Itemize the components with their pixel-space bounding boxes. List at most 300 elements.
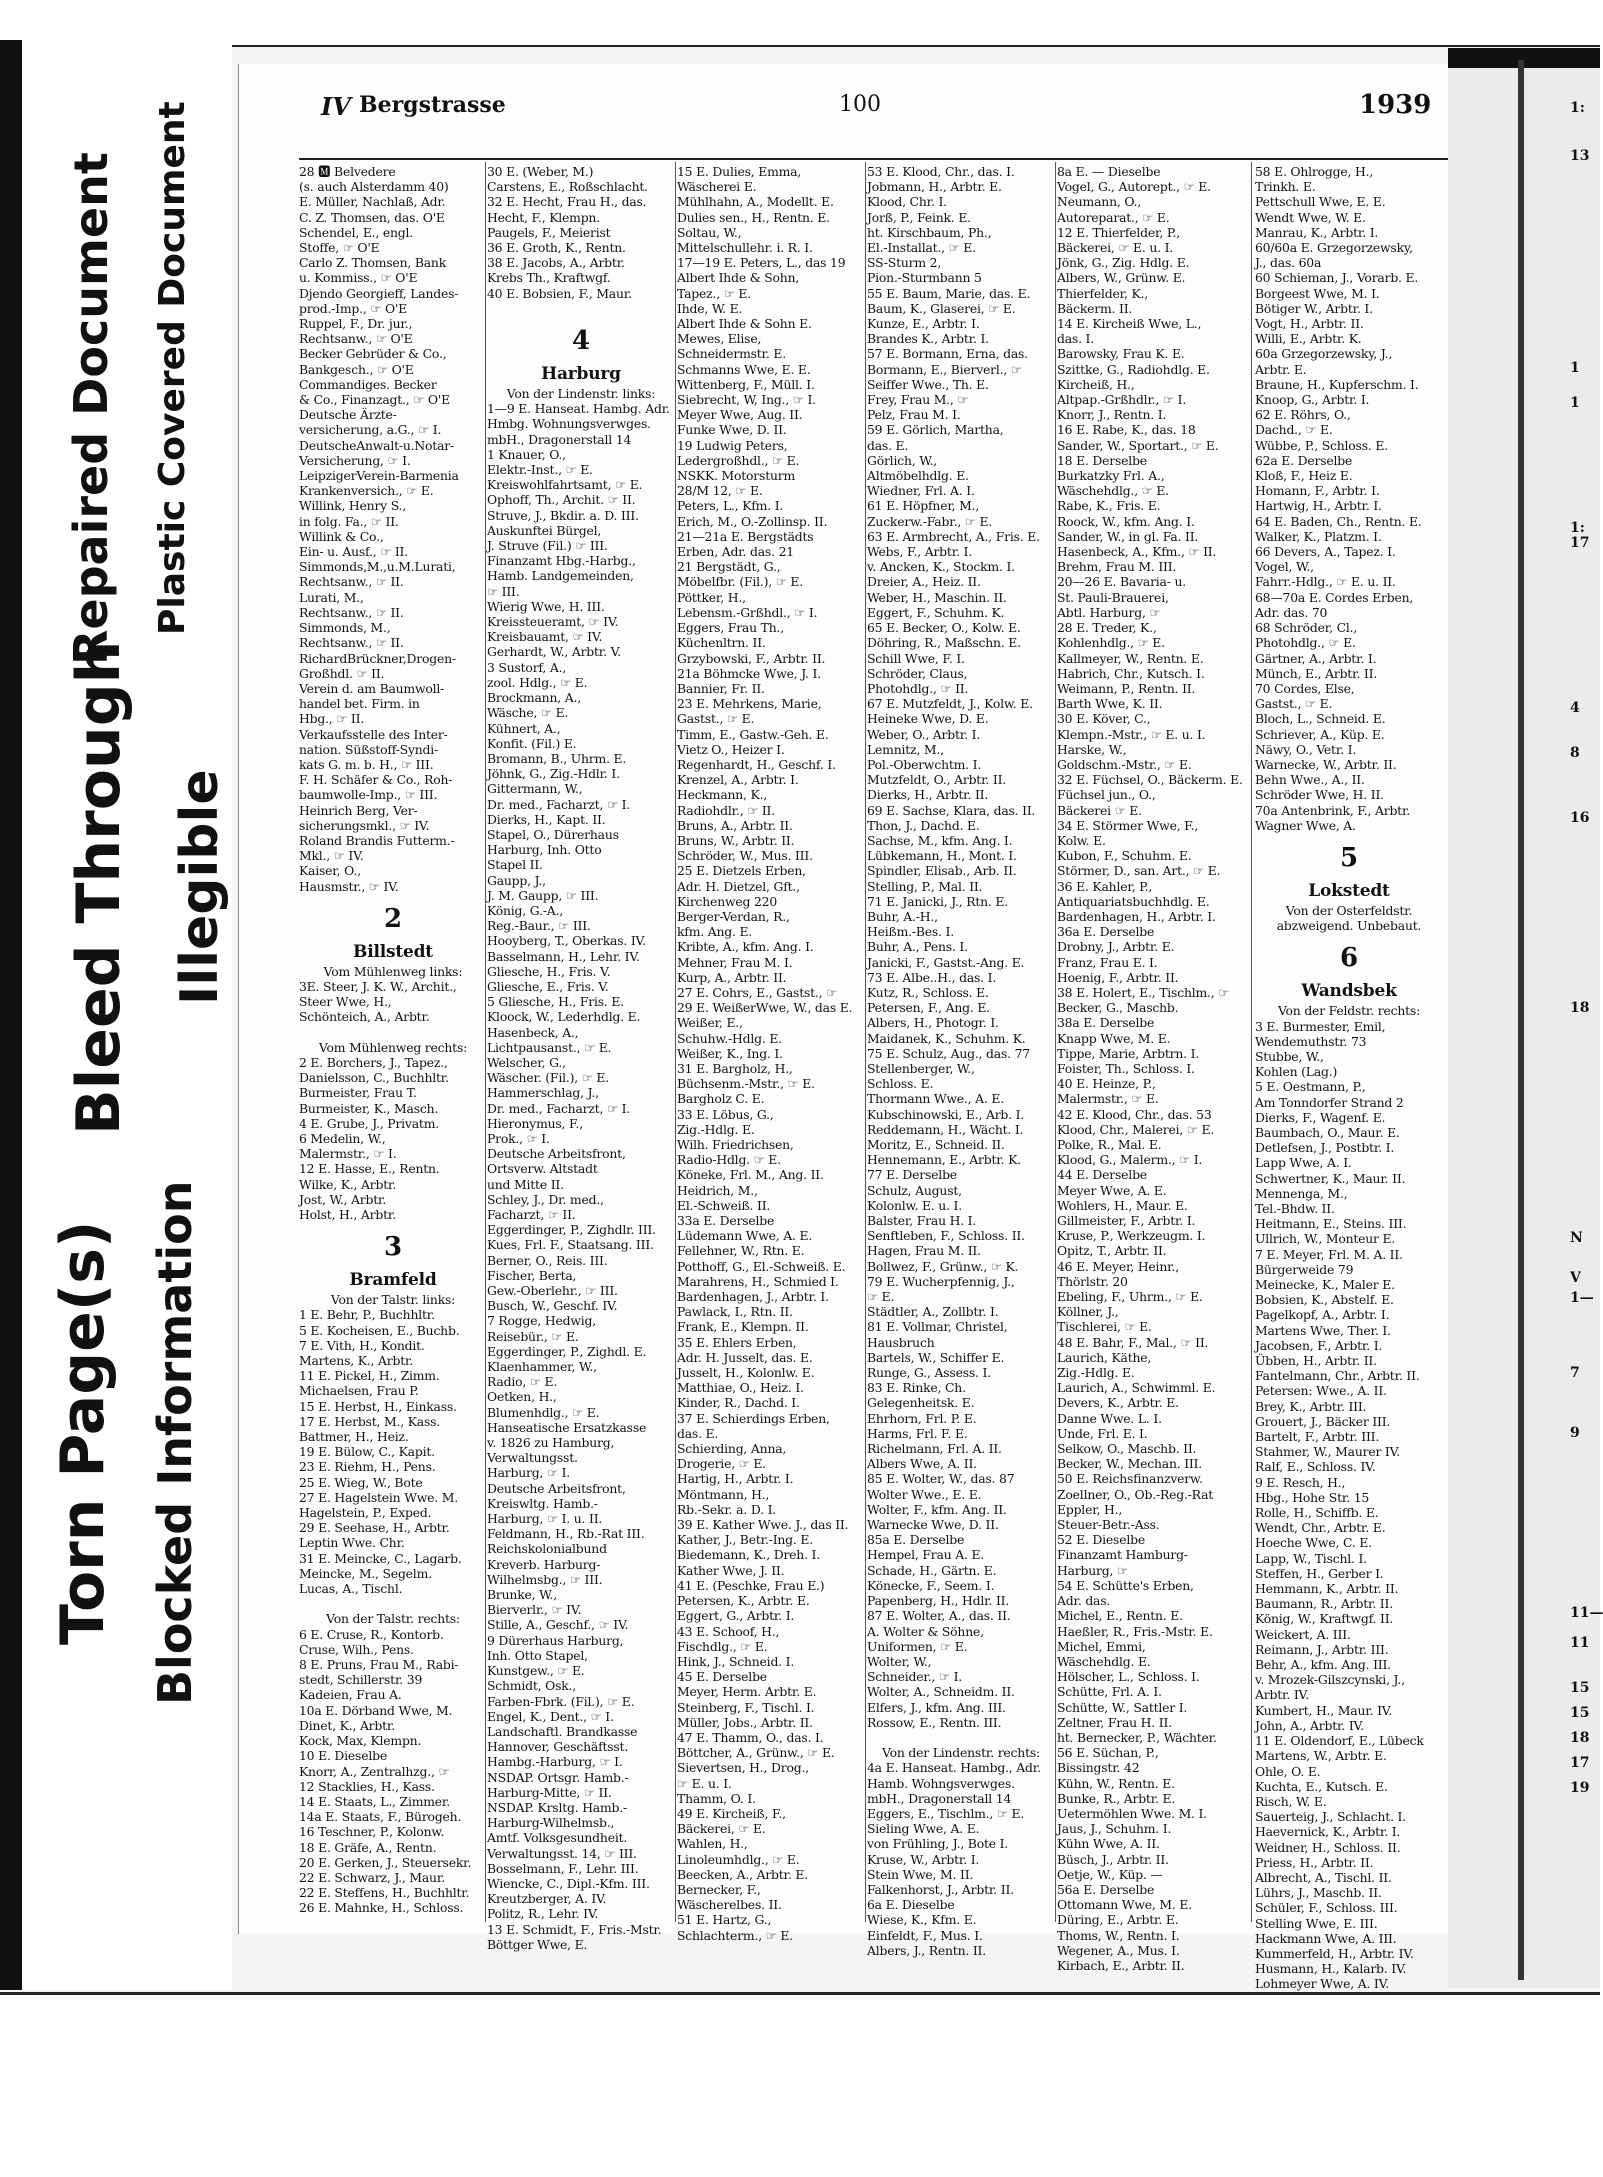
directory-entry: Knorr, A., Zentralhzg., ☞ [299, 1763, 450, 1779]
directory-entry: Lapp Wwe, A. I. [1255, 1155, 1352, 1171]
directory-entry: Weber, H., Maschin. II. [867, 589, 1007, 605]
directory-column-1 [299, 164, 487, 1916]
facing-page-text: 7 [1570, 1365, 1580, 1381]
directory-entry: Sander, W., Sportart., ☞ E. [1057, 437, 1219, 453]
directory-entry: Trinkh. E. [1255, 179, 1316, 195]
directory-entry: 13 E. Schmidt, F., Fris.-Mstr. [487, 1921, 662, 1937]
directory-entry: Fantelmann, Chr., Arbtr. II. [1255, 1368, 1420, 1384]
directory-entry: E. Müller, Nachlaß, Adr. [299, 194, 446, 210]
directory-entry: Welscher, G., [487, 1054, 566, 1070]
directory-entry: Heitmann, E., Steins. III. [1255, 1216, 1407, 1232]
directory-entry: Wahlen, H., [677, 1836, 748, 1852]
directory-entry: prod.-Imp., ☞ O'E [299, 300, 408, 316]
directory-entry: Jönk, G., Zig. Hdlg. E. [1057, 255, 1190, 271]
directory-entry: Wendemuthstr. 73 [1255, 1033, 1367, 1049]
directory-entry: 53 E. Klood, Chr., das. I. [867, 164, 1015, 179]
directory-entry: Stapel, O., Dürerhaus [487, 826, 619, 842]
directory-entry: Heinrich Berg, Ver- [299, 802, 418, 818]
directory-entry: 18 E. Gräfe, A., Rentn. [299, 1839, 437, 1855]
directory-entry: Kreutzberger, A. IV. [487, 1891, 607, 1907]
directory-entry: 9 E. Resch, H., [1255, 1474, 1346, 1490]
directory-entry: Harburg, ☞ [1057, 1562, 1128, 1578]
directory-entry: 50 E. Reichsfinanzverw. [1057, 1471, 1203, 1487]
directory-entry: 46 E. Meyer, Heinr., [1057, 1258, 1179, 1274]
directory-entry: Dierks, H., Kapt. II. [487, 811, 606, 827]
facing-page-text: 18 [1570, 1000, 1590, 1016]
directory-entry: Hieronymus, F., [487, 1115, 583, 1131]
directory-entry: Bannier, Fr. II. [677, 680, 765, 696]
directory-entry: Albers, J., Rentn. II. [867, 1942, 986, 1958]
directory-entry: Burkatzky Frl. A., [1057, 468, 1165, 484]
directory-entry: 15 E. Herbst, H., Einkass. [299, 1398, 457, 1414]
directory-entry: 16 E. Rabe, K., das. 18 [1057, 422, 1196, 438]
directory-entry: Verwaltungsst. 14, ☞ III. [487, 1845, 637, 1861]
district-heading: Wandsbek [1301, 981, 1397, 1002]
directory-entry: Kallmeyer, W., Rentn. E. [1057, 650, 1204, 666]
directory-entry: Kather, J., Betr.-Ing. E. [677, 1532, 813, 1548]
directory-entry: ☞ E. u. I. [677, 1775, 732, 1791]
directory-entry: Bötiger W., Arbtr. I. [1255, 300, 1373, 316]
directory-entry: Klempn.-Mstr., ☞ E. u. I. [1057, 726, 1206, 742]
directory-entry: Schill Wwe, F. I. [867, 650, 965, 666]
directory-entry: Schröder, Claus, [867, 665, 968, 681]
directory-entry: Kutz, R., Schloss. E. [867, 984, 989, 1000]
directory-entry [487, 301, 675, 316]
directory-entry: Borgeest Wwe, M. I. [1255, 285, 1380, 301]
facing-page-text: 18 [1570, 1730, 1590, 1746]
directory-entry: Becker, W., Mechan. III. [1057, 1456, 1203, 1472]
directory-entry: Hemmann, K., Arbtr. II. [1255, 1581, 1399, 1597]
directory-entry: Wäscher. (Fil.), ☞ E. [487, 1070, 609, 1086]
page-number: 100 [839, 92, 881, 117]
facing-page-text: V [1570, 1270, 1581, 1286]
section-note: abzweigend. Unbebaut. [1276, 918, 1422, 934]
directory-entry: Michel, Emmi, [1057, 1638, 1146, 1654]
directory-entry: Lebensm.-Grßhdl., ☞ I. [677, 604, 818, 620]
column-divider [485, 162, 486, 1922]
district-heading: 6 [1340, 943, 1358, 974]
directory-entry: Hagelstein, P., Exped. [299, 1505, 432, 1521]
directory-entry: 47 E. Thamm, O., das. I. [677, 1729, 824, 1745]
directory-entry: Sieling Wwe, A. E. [867, 1821, 980, 1837]
facing-page-text: 13 [1570, 148, 1590, 164]
directory-entry: Kunstgew., ☞ E. [487, 1663, 585, 1679]
directory-entry: Weißer, E., [677, 1015, 743, 1031]
directory-entry: 60a Grzegorzewsky, J., [1255, 346, 1393, 362]
directory-entry: Autoreparat., ☞ E. [1057, 209, 1170, 225]
facing-page-text: 8 [1570, 745, 1580, 761]
directory-entry: Deutsche Arbeitsfront, [487, 1146, 626, 1162]
directory-entry: Schley, J., Dr. med., [487, 1191, 604, 1207]
district-heading: 5 [1340, 842, 1358, 873]
directory-entry: Münch, E., Arbtr. II. [1255, 665, 1378, 681]
directory-entry: Brey, K., Arbtr. III. [1255, 1398, 1367, 1414]
directory-entry: Ottomann Wwe, M. E. [1057, 1897, 1192, 1913]
directory-entry: Wilhelmsbg., ☞ III. [487, 1571, 603, 1587]
directory-entry: 40 E. Heinze, P., [1057, 1076, 1156, 1092]
directory-entry: Wendt, Chr., Arbtr. E. [1255, 1520, 1386, 1536]
directory-entry: Michaelsen, Frau P. [299, 1383, 419, 1399]
directory-entry: Dinet, K., Arbtr. [299, 1717, 396, 1733]
directory-entry: Stubbe, W., [1255, 1048, 1324, 1064]
directory-entry: Uniformen, ☞ E. [867, 1638, 968, 1654]
directory-entry: Siebrecht, W, Ing., ☞ I. [677, 392, 816, 408]
directory-entry: Busch, W., Geschf. IV. [487, 1298, 618, 1314]
directory-entry: Antiquariatsbuchhdlg. E. [1057, 893, 1210, 909]
directory-entry: 7 Rogge, Hedwig, [487, 1313, 596, 1329]
directory-entry: Städtler, A., Zollbtr. I. [867, 1304, 999, 1320]
directory-entry: Kummerfeld, H., Arbtr. IV. [1255, 1945, 1414, 1961]
directory-entry: Wolter, A., Schneidm. II. [867, 1684, 1015, 1700]
directory-entry: Potthoff, G., El.-Schweiß. E. [677, 1258, 846, 1274]
directory-entry: 10a E. Dörband Wwe, M. [299, 1702, 453, 1718]
directory-entry: Inh. Otto Stapel, [487, 1647, 588, 1663]
directory-entry: Lapp, W., Tischl. I. [1255, 1550, 1367, 1566]
directory-entry: Böttger Wwe, E. [487, 1936, 588, 1952]
directory-entry: 9 Dürerhaus Harburg, [487, 1632, 624, 1648]
directory-entry: Opitz, T., Arbtr. II. [1057, 1243, 1167, 1259]
directory-entry: 25 E. Dietzels Erben, [677, 863, 806, 879]
directory-entry: Köneke, Frl. M., Ang. II. [677, 1167, 824, 1183]
directory-entry: 17—19 E. Peters, L., das 19 [677, 255, 846, 271]
directory-entry: Foister, Th., Schloss. I. [1057, 1060, 1195, 1076]
directory-entry: Drogerie, ☞ E. [677, 1456, 766, 1472]
directory-entry: Kohlenhdlg., ☞ E. [1057, 635, 1165, 651]
directory-entry: Schuhw.-Hdlg. E. [677, 1030, 782, 1046]
directory-entry: 48 E. Bahr, F., Mal., ☞ II. [1057, 1334, 1209, 1350]
directory-entry: Sander, W., in gl. Fa. II. [1057, 528, 1199, 544]
directory-entry: J., das. 60a [1255, 255, 1322, 271]
directory-entry: 79 E. Wucherpfennig, J., [867, 1273, 1015, 1289]
directory-column-5 [1057, 164, 1245, 1973]
directory-entry: Fischdlg., ☞ E. [677, 1638, 768, 1654]
label-plastic-covered-document: Plastic Covered Document [152, 101, 193, 635]
directory-entry: Barowsky, Frau K. E. [1057, 346, 1185, 362]
directory-entry: Wohlers, H., Maur. E. [1057, 1197, 1188, 1213]
directory-entry: Gaupp, J., [487, 872, 546, 888]
directory-entry: 38a E. Derselbe [1057, 1015, 1155, 1031]
directory-entry: 73 E. Albe..H., das. I. [867, 969, 997, 985]
directory-entry: 39 E. Kather Wwe. J., das II. [677, 1517, 849, 1533]
directory-entry: Ruppel, F., Dr. jur., [299, 316, 413, 332]
directory-entry: 85 E. Wolter, W., das. 87 [867, 1471, 1015, 1487]
directory-entry: Wiese, K., Kfm. E. [867, 1912, 977, 1928]
directory-entry: J. Struve (Fil.) ☞ III. [487, 538, 608, 554]
directory-entry: 7 E. Vith, H., Kondit. [299, 1337, 425, 1353]
directory-entry: Bissingstr. 42 [1057, 1760, 1140, 1776]
directory-entry: ht. Bernecker, P., Wächter. [1057, 1729, 1217, 1745]
directory-entry: Polke, R., Mal. E. [1057, 1137, 1162, 1152]
directory-entry: Simmonds, M., [299, 620, 391, 636]
directory-entry: Bollwez, F., Grünw., ☞ K. [867, 1258, 1019, 1274]
directory-entry: Dachd., ☞ E. [1255, 422, 1333, 438]
directory-entry: Meyer Wwe, A. E. [1057, 1182, 1167, 1198]
directory-entry: Biedemann, K., Dreh. I. [677, 1547, 820, 1563]
directory-entry: Schneidermstr. E. [677, 346, 786, 362]
section-note: Von der Feldstr. rechts: [1277, 1003, 1421, 1019]
directory-entry: Jacobsen, F., Arbtr. I. [1255, 1337, 1383, 1353]
directory-entry: Kircheiß, H., [1057, 376, 1135, 392]
directory-entry: Dulies sen., H., Rentn. E. [677, 209, 830, 225]
directory-entry: 56 E. Süchan, P., [1057, 1745, 1159, 1761]
directory-entry: Steuer-Betr.-Ass. [1057, 1517, 1160, 1533]
facing-page-text: 1— [1570, 1290, 1594, 1306]
directory-entry: Oetken, H., [487, 1389, 557, 1405]
directory-entry: 71 E. Janicki, J., Rtn. E. [867, 893, 1008, 909]
directory-entry: Burmeister, K., Masch. [299, 1100, 439, 1116]
directory-entry: Szittke, G., Radiohdlg. E. [1057, 361, 1210, 377]
directory-entry: Kubon, F., Schuhm. E. [1057, 848, 1192, 864]
directory-entry: Devers, K., Arbtr. E. [1057, 1395, 1179, 1411]
directory-entry: Tapez., ☞ E. [677, 285, 751, 301]
directory-entry: St. Pauli-Brauerei, [1057, 589, 1169, 605]
directory-entry: Bäckerei ☞ E. [1057, 802, 1142, 818]
directory-entry: Könecke, F., Seem. I. [867, 1577, 995, 1593]
directory-entry: Zuckerw.-Fabr., ☞ E. [867, 513, 993, 529]
directory-entry: Oetje, W., Küp. — [1057, 1866, 1163, 1882]
directory-entry: (s. auch Alsterdamm 40) [299, 179, 449, 195]
directory-entry: Baumbach, O., Maur. E. [1255, 1124, 1400, 1140]
directory-entry: Roock, W., kfm. Ang. I. [1057, 513, 1195, 529]
directory-entry: 34 E. Störmer Wwe, F., [1057, 817, 1199, 833]
directory-entry: Bäckerm. II. [1057, 300, 1133, 316]
directory-entry: 19 E. Bülow, C., Kapit. [299, 1444, 435, 1460]
facing-page-text: 15 [1570, 1705, 1590, 1721]
directory-entry: Haevernick, K., Arbtr. I. [1255, 1824, 1401, 1840]
directory-entry: Hartwig, H., Arbtr. I. [1255, 498, 1382, 514]
directory-entry: Bierverlr., ☞ IV. [487, 1602, 582, 1618]
directory-entry: 36a E. Derselbe [1057, 924, 1155, 940]
section-note: Von der Osterfeldstr. [1285, 902, 1413, 918]
district-heading: Harburg [541, 364, 621, 385]
directory-entry: 31 E. Meincke, C., Lagarb. [299, 1550, 462, 1566]
directory-entry: Pagelkopf, A., Arbtr. I. [1255, 1307, 1390, 1323]
directory-entry: Rb.-Sekr. a. D. I. [677, 1501, 777, 1517]
directory-entry: König, G.-A., [487, 902, 563, 918]
directory-entry: Harske, W., [1057, 741, 1127, 757]
directory-entry: Weimann, P., Rentn. II. [1057, 680, 1196, 696]
directory-entry: Willink, Henry S., [299, 498, 407, 514]
directory-entry: Harms, Frl. F. E. [867, 1425, 968, 1441]
directory-entry: Schendel, E., engl. [299, 224, 414, 240]
directory-entry: Eggert, F., Schuhm. K. [867, 604, 1005, 620]
directory-entry: Uetermöhlen Wwe. M. I. [1057, 1805, 1207, 1821]
directory-entry: Hagen, Frau M. II. [867, 1243, 981, 1259]
directory-entry: Kock, Max, Klempn. [299, 1733, 422, 1749]
directory-entry: kfm. Ang. E. [677, 924, 753, 940]
directory-entry: ☞ E. [867, 1289, 895, 1305]
directory-entry: 4 E. Grube, J., Privatm. [299, 1115, 439, 1131]
directory-entry: 5 E. Oestmann, P., [1255, 1079, 1366, 1095]
directory-entry: 20 E. Gerken, J., Steuersekr. [299, 1854, 472, 1870]
directory-entry: Bernecker, F., [677, 1881, 761, 1897]
directory-entry: 85a E. Derselbe [867, 1532, 965, 1548]
directory-entry: Kather Wwe, J. II. [677, 1562, 785, 1578]
directory-entry: Behr, A., kfm. Ang. III. [1255, 1657, 1391, 1673]
section-note: Von der Talstr. rechts: [326, 1611, 460, 1627]
directory-entry: Ohle, O. E. [1255, 1763, 1321, 1779]
directory-entry: 33 E. Löbus, G., [677, 1106, 774, 1122]
directory-entry: Vogel, G., Autorept., ☞ E. [1057, 179, 1211, 195]
directory-entry: El.-Schweiß. II. [677, 1197, 771, 1213]
directory-entry: Wierig Wwe, H. III. [487, 598, 605, 614]
directory-entry: Weidner, H., Schloss. II. [1255, 1839, 1401, 1855]
directory-entry: Bruns, W., Arbtr. II. [677, 832, 795, 848]
directory-entry: Verein d. am Baumwoll- [299, 680, 445, 696]
directory-entry: Becker Gebrüder & Co., [299, 346, 447, 362]
directory-entry: 22 E. Steffens, H., Buchhltr. [299, 1885, 470, 1901]
directory-entry: Steffen, H., Gerber I. [1255, 1565, 1384, 1581]
directory-entry: Drobny, J., Arbtr. E. [1057, 939, 1175, 955]
directory-entry: Rabe, K., Fris. E. [1057, 498, 1161, 514]
directory-entry: Hink, J., Schneid. I. [677, 1653, 795, 1669]
directory-entry: Altpap.-Grßhdlr., ☞ I. [1057, 392, 1187, 408]
directory-entry: 37 E. Schierdings Erben, [677, 1410, 830, 1426]
directory-entry: Wilke, K., Arbtr. [299, 1176, 397, 1192]
facing-page-text: 1 [1570, 360, 1580, 376]
directory-entry: Homann, F., Arbtr. I. [1255, 483, 1380, 499]
directory-entry: NSKK. Motorsturm [677, 468, 796, 484]
directory-entry: Schüler, F., Schloss. III. [1255, 1900, 1398, 1916]
directory-entry: Kumbert, H., Maur. IV. [1255, 1702, 1393, 1718]
directory-column-6 [1255, 164, 1443, 1992]
directory-entry: Bosselmann, F., Lehr. III. [487, 1860, 639, 1876]
directory-entry: Tippe, Marie, Arbtrn. I. [1057, 1045, 1200, 1061]
directory-entry: Schriever, A., Küp. E. [1255, 726, 1385, 742]
directory-entry: 6 E. Cruse, R., Kontorb. [299, 1626, 444, 1642]
directory-entry: Wäscherelbes. II. [677, 1897, 782, 1913]
directory-entry: Wiencke, C., Dipl.-Kfm. III. [487, 1875, 650, 1891]
directory-entry: Kreiswohlfahrtsamt, ☞ E. [487, 477, 643, 493]
volume-number: IV [321, 92, 351, 121]
directory-entry: 56a E. Derselbe [1057, 1881, 1155, 1897]
directory-entry: Einfeldt, F., Mus. I. [867, 1927, 983, 1943]
directory-entry: Dierks, H., Arbtr. II. [867, 787, 989, 803]
directory-entry: 77 E. Derselbe [867, 1167, 957, 1183]
directory-entry: 12 E. Thierfelder, P., [1057, 224, 1180, 240]
directory-entry: Müller, Jobs., Arbtr. II. [677, 1714, 813, 1730]
directory-entry: Carstens, E., Roßschlacht. [487, 179, 648, 195]
directory-entry: Deutsche Arbeitsfront, [487, 1480, 626, 1496]
directory-entry: Kolw. E. [1057, 832, 1106, 848]
directory-entry: Hempel, Frau A. E. [867, 1547, 985, 1563]
directory-entry: Verkaufsstelle des Inter- [299, 726, 448, 742]
directory-entry: Fischer, Berta, [487, 1267, 577, 1283]
directory-entry: Albers Wwe, A. II. [867, 1456, 977, 1472]
directory-entry: Ehrhorn, Frl. P. E. [867, 1410, 977, 1426]
directory-entry: Eggerdinger, P., Zighdl. E. [487, 1343, 647, 1359]
directory-entry: NSDAP. Krsltg. Hamb.- [487, 1799, 628, 1815]
directory-entry: Kuchta, E., Kutsch. E. [1255, 1778, 1388, 1794]
directory-entry: Ein- u. Ausf., ☞ II. [299, 544, 408, 560]
directory-entry: das. E. [867, 437, 909, 453]
directory-entry: Kirbach, E., Arbtr. II. [1057, 1957, 1185, 1973]
directory-entry: Basselmann, H., Lehr. IV. [487, 948, 640, 964]
directory-entry: Thon, J., Dachd. E. [867, 817, 980, 833]
directory-entry: Schönteich, A., Arbtr. [299, 1009, 430, 1025]
directory-entry: mbH., Dragonerstall 14 [867, 1790, 1012, 1806]
directory-entry: Dr. med., Facharzt, ☞ I. [487, 1100, 631, 1116]
directory-entry: Rechtsanw., ☞ O'E [299, 331, 413, 347]
directory-entry: NSDAP. Ortsgr. Hamb.- [487, 1769, 629, 1785]
directory-entry: Brockmann, A., [487, 690, 581, 706]
directory-entry: Bäckerei, ☞ E. [677, 1821, 766, 1837]
directory-entry: 57 E. Bormann, Erna, das. [867, 346, 1028, 362]
directory-entry: Malermstr., ☞ E. [1057, 1091, 1159, 1107]
directory-entry: Kadeien, Frau A. [299, 1687, 402, 1703]
directory-entry: DeutscheAnwalt-u.Notar- [299, 437, 454, 453]
directory-entry: 68—70a E. Cordes Erben, [1255, 589, 1414, 605]
directory-entry: Stapel II. [487, 857, 543, 873]
directory-entry: Steer Wwe, H., [299, 994, 392, 1010]
directory-entry: Senftleben, F., Schloss. II. [867, 1228, 1025, 1244]
directory-entry: Meincke, M., Segelm. [299, 1565, 432, 1581]
directory-entry: 6a E. Dieselbe [867, 1897, 955, 1913]
column-divider [675, 162, 676, 1922]
directory-entry: Grouert, J., Bäcker III. [1255, 1413, 1391, 1429]
directory-entry: Sievertsen, H., Drog., [677, 1760, 809, 1776]
directory-entry: Meyer, Herm. Arbtr. E. [677, 1684, 817, 1700]
directory-entry: Linoleumhdlg., ☞ E. [677, 1851, 800, 1867]
directory-entry: versicherung, a.G., ☞ I. [299, 422, 442, 438]
directory-entry: Verwaltungsst. [487, 1450, 578, 1466]
directory-entry: 3 E. Burmester, Emil, [1255, 1018, 1386, 1034]
directory-entry: Pol.-Oberwchtm. I. [867, 756, 982, 772]
directory-entry: Wolter, F., kfm. Ang. II. [867, 1501, 1007, 1517]
directory-entry: Reimann, J., Arbtr. III. [1255, 1641, 1389, 1657]
directory-entry: Djendo Georgieff, Landes- [299, 285, 459, 301]
section-note: Von der Talstr. links: [330, 1292, 456, 1308]
street-name: Bergstrasse [359, 92, 506, 118]
directory-entry: Petersen: Wwe., A. II. [1255, 1383, 1387, 1399]
directory-entry: 5 E. Kocheisen, E., Buchb. [299, 1322, 460, 1338]
directory-entry: 30 E. Köver, C., [1057, 711, 1151, 727]
directory-entry: Photohdlg., ☞ II. [867, 680, 969, 696]
directory-entry: Leptin Wwe. Chr. [299, 1535, 405, 1551]
directory-entry: 11 E. Pickel, H., Zimm. [299, 1368, 440, 1384]
directory-entry: König, W., Kraftwgf. II. [1255, 1611, 1394, 1627]
directory-entry: 61 E. Höpfner, M., [867, 498, 980, 514]
directory-entry: 3 Sustorf, A., [487, 659, 567, 675]
section-note: Vom Mühlenweg rechts: [318, 1039, 468, 1055]
district-heading: 2 [384, 903, 402, 934]
directory-entry: 29 E. Seehase, H., Arbtr. [299, 1520, 450, 1536]
directory-entry: Abtl. Harburg, ☞ [1057, 604, 1161, 620]
directory-entry [299, 1596, 487, 1611]
directory-entry: Zeltner, Frau H. II. [1057, 1714, 1172, 1730]
directory-entry: Timm, E., Gastw.-Geh. E. [677, 726, 829, 742]
directory-entry: 87 E. Wolter, A., das. II. [867, 1608, 1011, 1624]
facing-page-text: 15 [1570, 1680, 1590, 1696]
directory-entry: Blumenhdlg., ☞ E. [487, 1404, 600, 1420]
directory-entry: Büchsenm.-Mstr., ☞ E. [677, 1076, 815, 1092]
directory-entry: Gastst., ☞ E. [1255, 696, 1333, 712]
directory-entry: Thoms, W., Rentn. I. [1057, 1927, 1180, 1943]
directory-entry: Berger-Verdan, R., [677, 908, 790, 924]
directory-entry: Görlich, W., [867, 452, 938, 468]
directory-entry: 33a E. Derselbe [677, 1213, 775, 1229]
directory-entry: Erich, M., O.-Zollinsp. II. [677, 513, 828, 529]
directory-entry: Knorr, J., Rentn. I. [1057, 407, 1167, 423]
directory-entry: Krenzel, A., Arbtr. I. [677, 772, 799, 788]
directory-entry: 60/60a E. Grzegorzewsky, [1255, 240, 1413, 256]
directory-entry: Struve, J., Bkdir. a. D. III. [487, 507, 639, 523]
directory-entry: Großhdl. ☞ II. [299, 665, 385, 681]
directory-entry: Arbtr. E. [1255, 361, 1307, 377]
district-heading: 3 [384, 1232, 402, 1263]
directory-entry: Selkow, O., Maschb. II. [1057, 1441, 1197, 1457]
directory-entry: 35 E. Ehlers Erben, [677, 1334, 797, 1350]
